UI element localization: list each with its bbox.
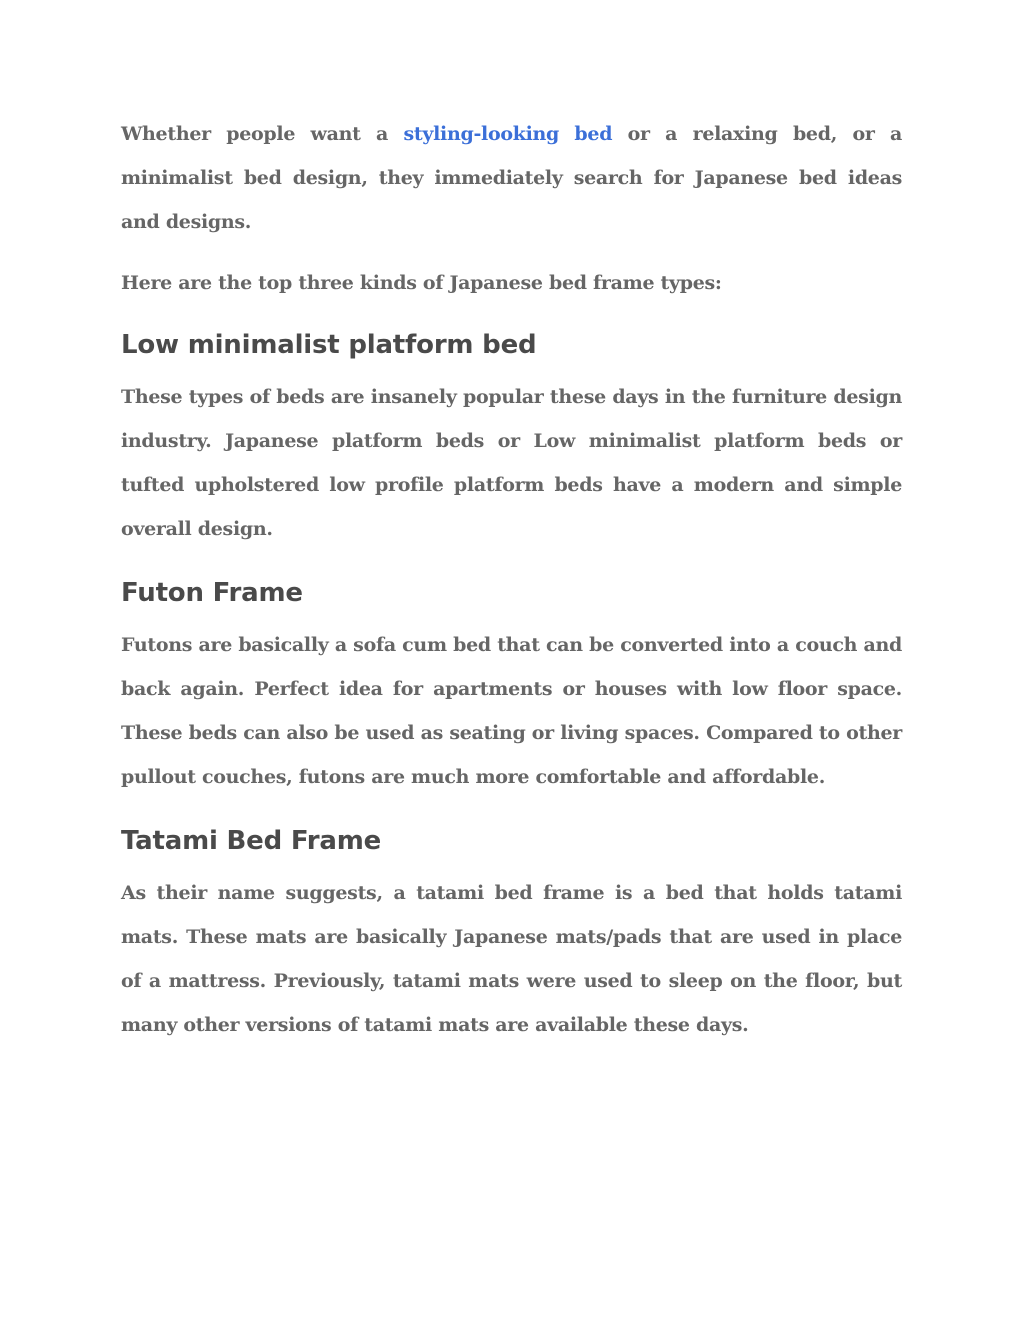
section-body-tatami-bed-frame: As their name suggests, a tatami bed frame is a bed that holds tatami mats. These mats are basically Japanese mats/pads that are used in place of a mattress. Previously, tatami mats were used to sleep on the floor, but many other versions of tatami mats are available these days. [121,882,902,1036]
styling-looking-bed-link[interactable]: styling-looking bed [403,123,613,145]
document-page [121,112,902,1069]
intro-text-after-link: or a relaxing bed, or a minimalist bed design, they immediately search for Japanese bed ideas and designs. [121,123,902,233]
intro-text-before-link: Whether people want a [121,123,404,145]
section-heading-low-minimalist-platform-bed: Low minimalist platform bed [121,330,537,360]
intro-paragraph [121,112,902,244]
section-body-low-minimalist-platform-bed: These types of beds are insanely popular these days in the furniture design industry. Japanese platform beds or Low minimalist platform beds or tufted upholstered low profile platform beds have a modern and simple overall design. [121,386,902,540]
section-heading-futon-frame: Futon Frame [121,578,303,608]
section-body-futon-frame: Futons are basically a sofa cum bed that can be converted into a couch and back again. Perfect idea for apartments or houses with low floor space. These beds can also be used as seating or living spaces. Compared to other pullout couches, futons are much more comfortable and affordable. [121,634,902,788]
section-heading-tatami-bed-frame: Tatami Bed Frame [121,826,382,856]
lead-paragraph: Here are the top three kinds of Japanese bed frame types: [121,272,722,294]
